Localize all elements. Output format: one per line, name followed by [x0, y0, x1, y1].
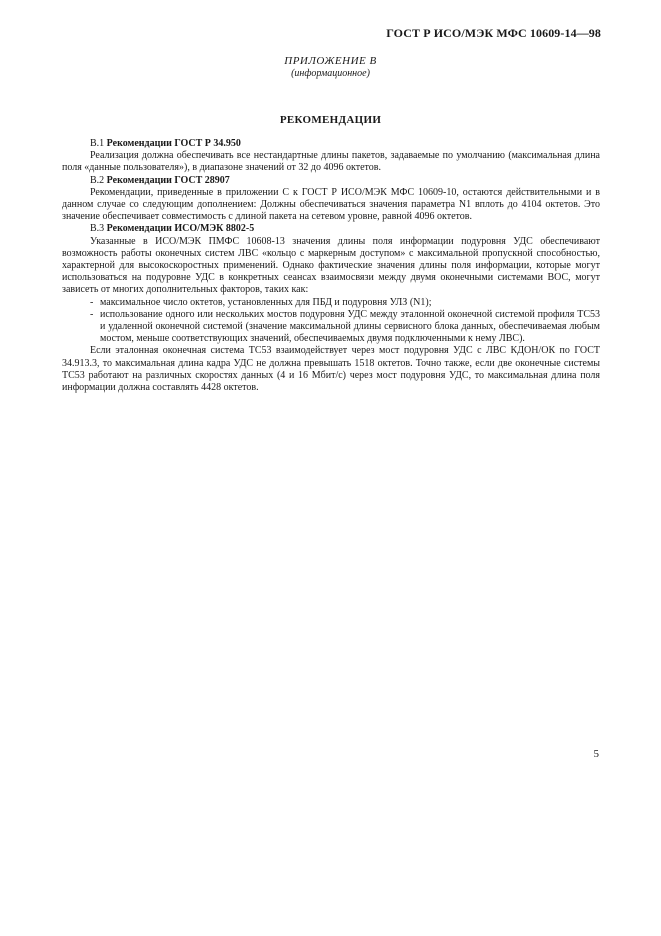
appendix-label: ПРИЛОЖЕНИЕ В [284, 55, 377, 67]
factor-list [62, 297, 600, 346]
subsection-heading-b3 [62, 223, 600, 235]
subsection-heading-b1 [62, 138, 600, 150]
subsection-title: Рекомендации ИСО/МЭК 8802-5 [106, 223, 255, 235]
paragraph: Реализация должна обеспечивать все нестандартные длины пакетов, задаваемые по умолчанию (максимальная длина поля «данные пользователя»), в диапазоне значений от 32 до 4096 октетов. [62, 150, 600, 174]
list-item: - использование одного или нескольких мостов подуровня УДС между эталонной оконечной системой профиля ТС53 и удаленной оконечной системой (значение максимальной длины сервисного блока данных, обеспечиваемая любым мостом, меньше соответствующих значений, обеспечиваемых двумя подключенными к нему ЛВС). [90, 309, 600, 346]
subsection-number: В.1 [90, 138, 105, 149]
subsection-heading-b2 [62, 175, 600, 187]
paragraph: Указанные в ИСО/МЭК ПМФС 10608-13 значения длины поля информации подуровня УДС обеспечивают возможность работы оконечных систем ЛВС «кольцо с маркерным доступом» с максимальной пропускной способностью, характерной для высокоскоростных применений. Однако фактические значения длины поля информации, которые могут использоваться на подуровне УДС в конкретных сеансах взаимосвязи между двумя оконечными системами ВОС, могут зависеть от многих дополнительных факторов, таких как: [62, 235, 600, 296]
section-title: РЕКОМЕНДАЦИИ [279, 114, 382, 126]
paragraph: Рекомендации, приведенные в приложении С к ГОСТ Р ИСО/МЭК МФС 10609-10, остаются действительными и в данном случае со следующим дополнением: Должны обеспечиваться значения параметра N1 вплоть до 4104 октетов. Это значение обеспечивает совместимость с длиной пакета на сетевом уровне, равной 4096 октетов. [62, 186, 600, 223]
appendix-type: (информационное) [291, 68, 370, 79]
subsection-title: Рекомендации ГОСТ Р 34.950 [106, 138, 241, 149]
paragraph: Если эталонная оконечная система ТС53 взаимодействует через мост подуровня УДС с ЛВС КДОН/ОК по ГОСТ 34.913.3, то максимальная длина кадра УДС не должна превышать 1518 октетов. Точно также, если две оконечные системы ТС53 работают на различных скоростях данных (4 и 16 Мбит/с) через мост подуровня УДС, то максимальная длина поля информации должна составлять 4428 октетов. [62, 345, 600, 394]
page-header: ГОСТ Р ИСО/МЭК МФС 10609-14—98 [386, 26, 601, 40]
list-item: - максимальное число октетов, установленных для ПБД и подуровня УЛЗ (N1); [90, 297, 600, 309]
subsection-title: Рекомендации ГОСТ 28907 [106, 174, 230, 186]
subsection-number: В.3 [90, 223, 105, 235]
document-body [62, 138, 600, 394]
page-number: 5 [593, 748, 599, 760]
appendix-heading [0, 55, 661, 80]
subsection-number: В.2 [90, 174, 105, 186]
